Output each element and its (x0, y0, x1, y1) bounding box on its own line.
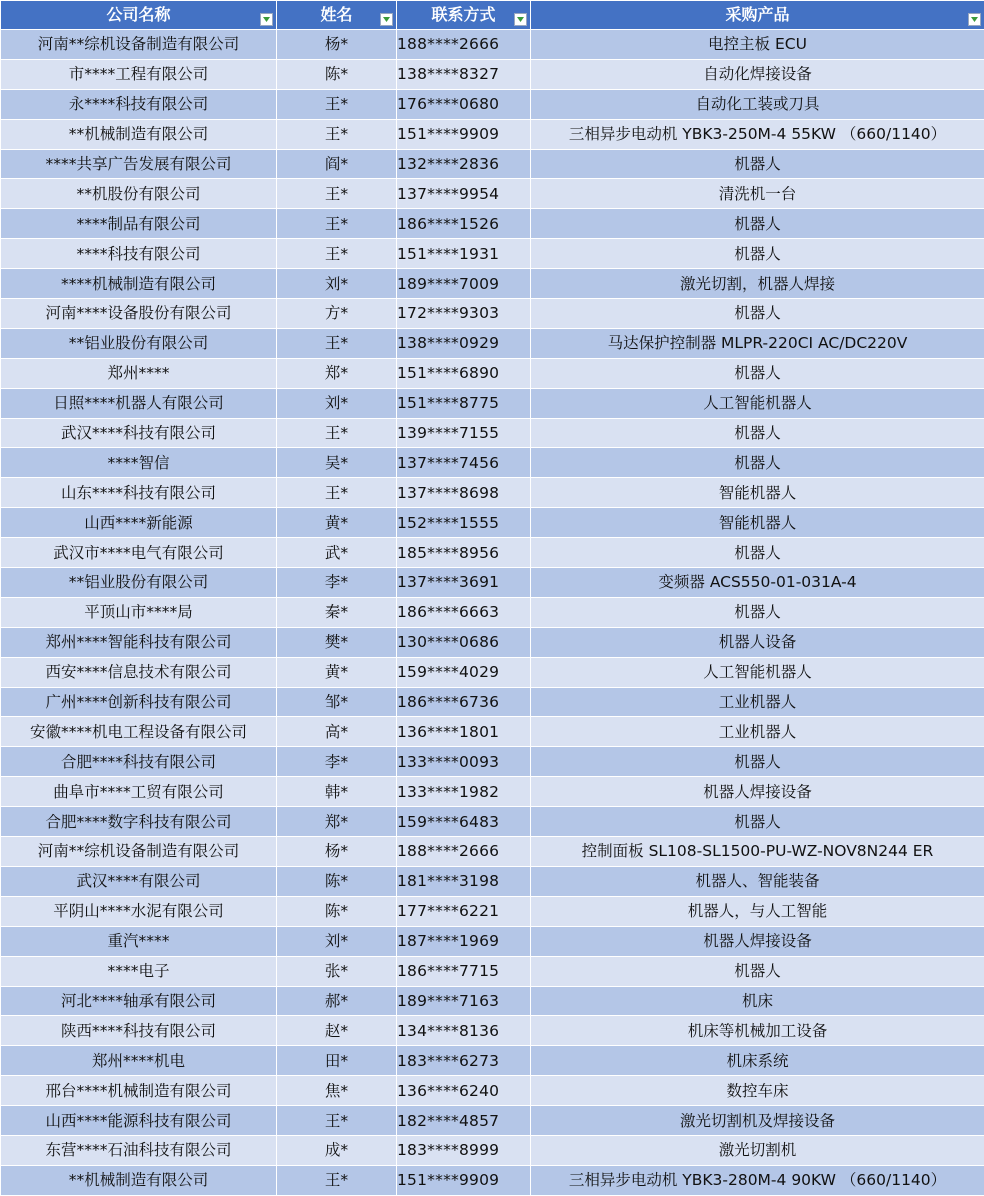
phone-cell[interactable]: 138****0929 (397, 328, 531, 358)
product-cell[interactable]: 工业机器人 (531, 717, 984, 747)
contact-name-cell[interactable]: 王* (277, 209, 397, 239)
product-cell[interactable]: 变频器 ACS550-01-031A-4 (531, 568, 984, 598)
company-name-cell[interactable]: 河南**综机设备制造有限公司 (1, 837, 277, 867)
contact-name-cell[interactable]: 王* (277, 89, 397, 119)
table-row (1, 179, 984, 209)
contact-name-cell[interactable]: 方* (277, 299, 397, 329)
company-name-cell[interactable]: 平阴山****水泥有限公司 (1, 896, 277, 926)
table-row (1, 1106, 984, 1136)
contact-name-cell[interactable]: 樊* (277, 627, 397, 657)
company-name-cell[interactable]: 河南**综机设备制造有限公司 (1, 30, 277, 60)
company-name-cell[interactable]: 平顶山市****局 (1, 597, 277, 627)
company-name-cell[interactable]: 郑州****机电 (1, 1046, 277, 1076)
product-cell[interactable]: 智能机器人 (531, 508, 984, 538)
phone-cell[interactable]: 189****7163 (397, 986, 531, 1016)
contact-name-cell[interactable]: 陈* (277, 896, 397, 926)
table-row (1, 269, 984, 299)
phone-cell[interactable]: 151****1931 (397, 239, 531, 269)
contact-name-cell[interactable]: 黄* (277, 508, 397, 538)
company-name-cell[interactable]: 永****科技有限公司 (1, 89, 277, 119)
phone-cell[interactable]: 186****7715 (397, 956, 531, 986)
phone-cell[interactable]: 188****2666 (397, 30, 531, 60)
contact-name-cell[interactable]: 李* (277, 747, 397, 777)
column-header-contact[interactable] (397, 1, 531, 30)
company-name-cell[interactable]: 山西****新能源 (1, 508, 277, 538)
product-cell[interactable]: 机器人 (531, 747, 984, 777)
company-name-cell[interactable]: ****智信 (1, 448, 277, 478)
phone-cell[interactable]: 176****0680 (397, 89, 531, 119)
product-cell[interactable]: 三相异步电动机 YBK3-250M-4 55KW （660/1140） (531, 119, 984, 149)
company-name-cell[interactable]: **铝业股份有限公司 (1, 328, 277, 358)
company-name-cell[interactable]: ****机械制造有限公司 (1, 269, 277, 299)
product-cell[interactable]: 机器人 (531, 149, 984, 179)
product-cell[interactable]: 工业机器人 (531, 687, 984, 717)
company-name-cell[interactable]: **机械制造有限公司 (1, 1165, 277, 1195)
product-cell[interactable]: 控制面板 SL108-SL1500-PU-WZ-NOV8N244 ER (531, 837, 984, 867)
table-row (1, 896, 984, 926)
company-name-cell[interactable]: 西安****信息技术有限公司 (1, 657, 277, 687)
contact-name-cell[interactable]: 王* (277, 328, 397, 358)
phone-cell[interactable]: 189****7009 (397, 269, 531, 299)
product-cell[interactable]: 机器人焊接设备 (531, 777, 984, 807)
contact-name-cell[interactable]: 武* (277, 538, 397, 568)
table-row (1, 59, 984, 89)
company-name-cell[interactable]: 重汽**** (1, 926, 277, 956)
company-name-cell[interactable]: 日照****机器人有限公司 (1, 388, 277, 418)
table-row (1, 627, 984, 657)
phone-cell[interactable]: 172****9303 (397, 299, 531, 329)
contact-name-cell[interactable]: 王* (277, 1165, 397, 1195)
table-row (1, 478, 984, 508)
phone-cell[interactable]: 134****8136 (397, 1016, 531, 1046)
product-cell[interactable]: 智能机器人 (531, 478, 984, 508)
product-cell[interactable]: 机器人 (531, 807, 984, 837)
table-row (1, 986, 984, 1016)
product-cell[interactable]: 机器人、智能装备 (531, 866, 984, 896)
contact-name-cell[interactable]: 王* (277, 119, 397, 149)
product-cell[interactable]: 机器人焊接设备 (531, 926, 984, 956)
table-row (1, 747, 984, 777)
contact-name-cell[interactable]: 焦* (277, 1076, 397, 1106)
contact-name-cell[interactable]: 刘* (277, 269, 397, 299)
phone-cell[interactable]: 136****1801 (397, 717, 531, 747)
company-name-cell[interactable]: 安徽****机电工程设备有限公司 (1, 717, 277, 747)
contact-name-cell[interactable]: 李* (277, 568, 397, 598)
phone-cell[interactable]: 186****6663 (397, 597, 531, 627)
phone-cell[interactable]: 181****3198 (397, 866, 531, 896)
contact-name-cell[interactable]: 王* (277, 1106, 397, 1136)
table-row (1, 418, 984, 448)
product-cell[interactable]: 机器人设备 (531, 627, 984, 657)
product-cell[interactable]: 机器人 (531, 448, 984, 478)
table-row (1, 328, 984, 358)
phone-cell[interactable]: 185****8956 (397, 538, 531, 568)
header-row (1, 1, 984, 30)
product-cell[interactable]: 机器人，与人工智能 (531, 896, 984, 926)
column-header-product[interactable] (531, 1, 984, 30)
company-name-cell[interactable]: 邢台****机械制造有限公司 (1, 1076, 277, 1106)
phone-cell[interactable]: 133****0093 (397, 747, 531, 777)
column-header-label: 采购产品 (725, 1, 789, 29)
company-name-cell[interactable]: 郑州**** (1, 358, 277, 388)
column-header-company[interactable] (1, 1, 277, 30)
table-row (1, 448, 984, 478)
phone-cell[interactable]: 130****0686 (397, 627, 531, 657)
table-row (1, 239, 984, 269)
product-cell[interactable]: 激光切割，机器人焊接 (531, 269, 984, 299)
table-row (1, 597, 984, 627)
contact-name-cell[interactable]: 刘* (277, 926, 397, 956)
phone-cell[interactable]: 137****8698 (397, 478, 531, 508)
phone-cell[interactable]: 151****9909 (397, 119, 531, 149)
product-cell[interactable]: 自动化焊接设备 (531, 59, 984, 89)
phone-cell[interactable]: 177****6221 (397, 896, 531, 926)
table-row (1, 956, 984, 986)
company-name-cell[interactable]: 广州****创新科技有限公司 (1, 687, 277, 717)
phone-cell[interactable]: 151****6890 (397, 358, 531, 388)
product-cell[interactable]: 三相异步电动机 YBK3-280M-4 90KW （660/1140） (531, 1165, 984, 1195)
contact-name-cell[interactable]: 王* (277, 478, 397, 508)
table-row (1, 687, 984, 717)
product-cell[interactable]: 机器人 (531, 418, 984, 448)
phone-cell[interactable]: 132****2836 (397, 149, 531, 179)
table-row (1, 1046, 984, 1076)
product-cell[interactable]: 机器人 (531, 209, 984, 239)
company-name-cell[interactable]: 武汉****科技有限公司 (1, 418, 277, 448)
contact-name-cell[interactable]: 王* (277, 239, 397, 269)
company-name-cell[interactable]: ****制品有限公司 (1, 209, 277, 239)
column-header-name[interactable] (277, 1, 397, 30)
phone-cell[interactable]: 152****1555 (397, 508, 531, 538)
table-row (1, 1135, 984, 1165)
product-cell[interactable]: 机床等机械加工设备 (531, 1016, 984, 1046)
table-row (1, 89, 984, 119)
table-row (1, 508, 984, 538)
table-row (1, 30, 984, 60)
company-name-cell[interactable]: 陕西****科技有限公司 (1, 1016, 277, 1046)
table-row (1, 657, 984, 687)
contact-name-cell[interactable]: 秦* (277, 597, 397, 627)
product-cell[interactable]: 人工智能机器人 (531, 657, 984, 687)
table-row (1, 717, 984, 747)
contact-name-cell[interactable]: 郑* (277, 807, 397, 837)
contact-name-cell[interactable]: 陈* (277, 866, 397, 896)
contact-name-cell[interactable]: 吴* (277, 448, 397, 478)
phone-cell[interactable]: 138****8327 (397, 59, 531, 89)
contact-name-cell[interactable]: 杨* (277, 30, 397, 60)
product-cell[interactable]: 马达保护控制器 MLPR-220CI AC/DC220V (531, 328, 984, 358)
product-cell[interactable]: 人工智能机器人 (531, 388, 984, 418)
product-cell[interactable]: 激光切割机 (531, 1135, 984, 1165)
table-row (1, 1016, 984, 1046)
company-name-cell[interactable]: **铝业股份有限公司 (1, 568, 277, 598)
contact-name-cell[interactable]: 成* (277, 1135, 397, 1165)
contact-name-cell[interactable]: 田* (277, 1046, 397, 1076)
phone-cell[interactable]: 133****1982 (397, 777, 531, 807)
company-name-cell[interactable]: ****科技有限公司 (1, 239, 277, 269)
column-header-label: 公司名称 (106, 1, 170, 29)
contact-name-cell[interactable]: 赵* (277, 1016, 397, 1046)
company-name-cell[interactable]: **机股份有限公司 (1, 179, 277, 209)
phone-cell[interactable]: 186****1526 (397, 209, 531, 239)
product-cell[interactable]: 激光切割机及焊接设备 (531, 1106, 984, 1136)
table-row (1, 837, 984, 867)
product-cell[interactable]: 机器人 (531, 956, 984, 986)
company-name-cell[interactable]: **机械制造有限公司 (1, 119, 277, 149)
company-name-cell[interactable]: 东营****石油科技有限公司 (1, 1135, 277, 1165)
table-row (1, 538, 984, 568)
product-cell[interactable]: 机器人 (531, 239, 984, 269)
table-row (1, 926, 984, 956)
company-name-cell[interactable]: 合肥****科技有限公司 (1, 747, 277, 777)
contact-name-cell[interactable]: 张* (277, 956, 397, 986)
product-cell[interactable]: 机器人 (531, 597, 984, 627)
filter-dropdown-icon[interactable] (380, 13, 393, 26)
contact-name-cell[interactable]: 王* (277, 179, 397, 209)
product-cell[interactable]: 机器人 (531, 299, 984, 329)
product-cell[interactable]: 自动化工装或刀具 (531, 89, 984, 119)
table-row (1, 568, 984, 598)
table-row (1, 119, 984, 149)
column-header-label: 姓名 (320, 1, 352, 29)
company-name-cell[interactable]: 曲阜市****工贸有限公司 (1, 777, 277, 807)
phone-cell[interactable]: 137****7456 (397, 448, 531, 478)
company-name-cell[interactable]: 河南****设备股份有限公司 (1, 299, 277, 329)
phone-cell[interactable]: 137****9954 (397, 179, 531, 209)
contact-name-cell[interactable]: 刘* (277, 388, 397, 418)
product-cell[interactable]: 机床系统 (531, 1046, 984, 1076)
table-row (1, 866, 984, 896)
phone-cell[interactable]: 136****6240 (397, 1076, 531, 1106)
contact-name-cell[interactable]: 黄* (277, 657, 397, 687)
phone-cell[interactable]: 183****8999 (397, 1135, 531, 1165)
company-name-cell[interactable]: 市****工程有限公司 (1, 59, 277, 89)
company-name-cell[interactable]: ****共享广告发展有限公司 (1, 149, 277, 179)
company-name-cell[interactable]: 郑州****智能科技有限公司 (1, 627, 277, 657)
product-cell[interactable]: 清洗机一台 (531, 179, 984, 209)
table-row (1, 807, 984, 837)
table-row (1, 209, 984, 239)
table-row (1, 358, 984, 388)
table-row (1, 388, 984, 418)
contact-name-cell[interactable]: 郑* (277, 358, 397, 388)
contact-name-cell[interactable]: 高* (277, 717, 397, 747)
company-name-cell[interactable]: 合肥****数字科技有限公司 (1, 807, 277, 837)
contact-name-cell[interactable]: 王* (277, 418, 397, 448)
phone-cell[interactable]: 186****6736 (397, 687, 531, 717)
phone-cell[interactable]: 137****3691 (397, 568, 531, 598)
table-row (1, 777, 984, 807)
table-row (1, 1076, 984, 1106)
phone-cell[interactable]: 182****4857 (397, 1106, 531, 1136)
filter-dropdown-icon[interactable] (514, 13, 527, 26)
phone-cell[interactable]: 187****1969 (397, 926, 531, 956)
phone-cell[interactable]: 159****4029 (397, 657, 531, 687)
table-row (1, 1165, 984, 1195)
phone-cell[interactable]: 183****6273 (397, 1046, 531, 1076)
product-cell[interactable]: 机器人 (531, 538, 984, 568)
contact-name-cell[interactable]: 杨* (277, 837, 397, 867)
contact-name-cell[interactable]: 陈* (277, 59, 397, 89)
company-name-cell[interactable]: 河北****轴承有限公司 (1, 986, 277, 1016)
contact-name-cell[interactable]: 阎* (277, 149, 397, 179)
company-name-cell[interactable]: 山东****科技有限公司 (1, 478, 277, 508)
company-name-cell[interactable]: ****电子 (1, 956, 277, 986)
contact-name-cell[interactable]: 韩* (277, 777, 397, 807)
company-name-cell[interactable]: 武汉市****电气有限公司 (1, 538, 277, 568)
phone-cell[interactable]: 151****9909 (397, 1165, 531, 1195)
table-body (1, 30, 984, 1196)
product-cell[interactable]: 机器人 (531, 358, 984, 388)
product-cell[interactable]: 机床 (531, 986, 984, 1016)
table-row (1, 299, 984, 329)
product-cell[interactable]: 电控主板 ECU (531, 30, 984, 60)
phone-cell[interactable]: 139****7155 (397, 418, 531, 448)
company-name-cell[interactable]: 山西****能源科技有限公司 (1, 1106, 277, 1136)
phone-cell[interactable]: 188****2666 (397, 837, 531, 867)
product-cell[interactable]: 数控车床 (531, 1076, 984, 1106)
contact-name-cell[interactable]: 邹* (277, 687, 397, 717)
table-row (1, 149, 984, 179)
filter-dropdown-icon[interactable] (260, 13, 273, 26)
phone-cell[interactable]: 159****6483 (397, 807, 531, 837)
phone-cell[interactable]: 151****8775 (397, 388, 531, 418)
filter-dropdown-icon[interactable] (968, 13, 981, 26)
contact-name-cell[interactable]: 郝* (277, 986, 397, 1016)
column-header-label: 联系方式 (431, 1, 495, 29)
company-name-cell[interactable]: 武汉****有限公司 (1, 866, 277, 896)
